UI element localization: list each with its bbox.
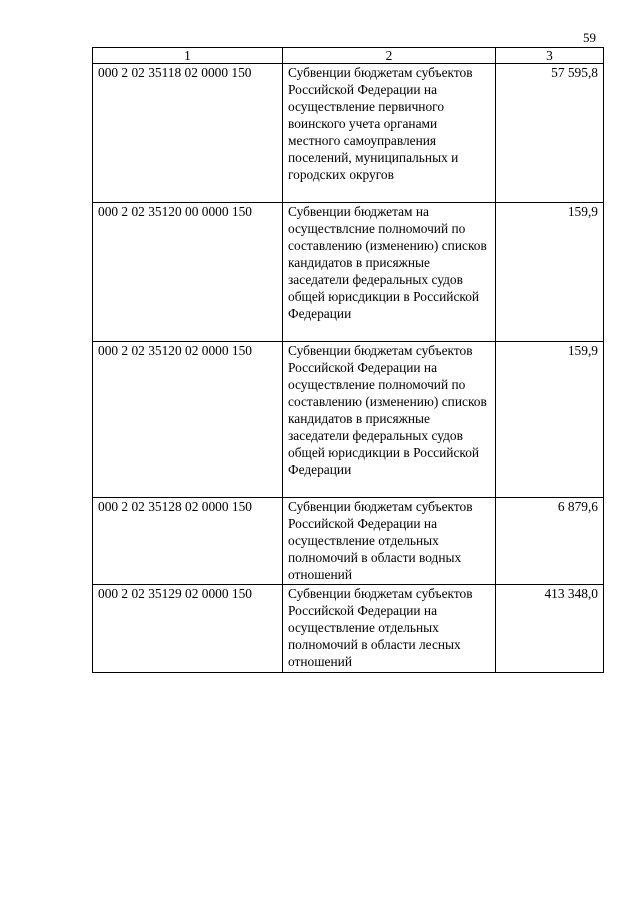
header-column-3: 3: [496, 48, 604, 64]
amount-cell: 413 348,0: [496, 585, 604, 673]
table-header: [93, 48, 604, 64]
table-row: [93, 203, 604, 342]
amount-cell: 159,9: [496, 203, 604, 342]
table-row: [93, 498, 604, 585]
budget-code-cell: 000 2 02 35129 02 0000 150: [93, 585, 283, 673]
budget-code-cell: 000 2 02 35120 00 0000 150: [93, 203, 283, 342]
amount-cell: 57 595,8: [496, 64, 604, 203]
description-cell: Субвенции бюджетам субъектов Российской Федерации на осуществление отдельных полномочий в области лесных отношений: [283, 585, 496, 673]
amount-cell: 6 879,6: [496, 498, 604, 585]
budget-code-cell: 000 2 02 35120 02 0000 150: [93, 342, 283, 498]
header-column-2: 2: [283, 48, 496, 64]
table-row: [93, 585, 604, 673]
description-cell: Субвенции бюджетам субъектов Российской Федерации на осуществление полномочий по составлению (изменению) списков кандидатов в присяжные заседатели федеральных судов общей юрисдикции в Российской Федерации: [283, 342, 496, 498]
budget-code-cell: 000 2 02 35118 02 0000 150: [93, 64, 283, 203]
table-body: [93, 64, 604, 673]
budget-code-cell: 000 2 02 35128 02 0000 150: [93, 498, 283, 585]
page-number: 59: [583, 30, 596, 45]
header-row: [93, 48, 604, 64]
table-row: [93, 342, 604, 498]
header-column-1: 1: [93, 48, 283, 64]
amount-cell: 159,9: [496, 342, 604, 498]
budget-table: [92, 47, 604, 673]
table-row: [93, 64, 604, 203]
description-cell: Субвенции бюджетам субъектов Российской Федерации на осуществление первичного воинского учета органами местного самоуправления поселений, муниципальных и городских округов: [283, 64, 496, 203]
description-cell: Субвенции бюджетам субъектов Российской Федерации на осуществление отдельных полномочий в области водных отношений: [283, 498, 496, 585]
description-cell: Субвенции бюджетам на осуществлсние полномочий по составлению (изменению) списков кандидатов в присяжные заседатели федеральных судов общей юрисдикции в Российской Федерации: [283, 203, 496, 342]
